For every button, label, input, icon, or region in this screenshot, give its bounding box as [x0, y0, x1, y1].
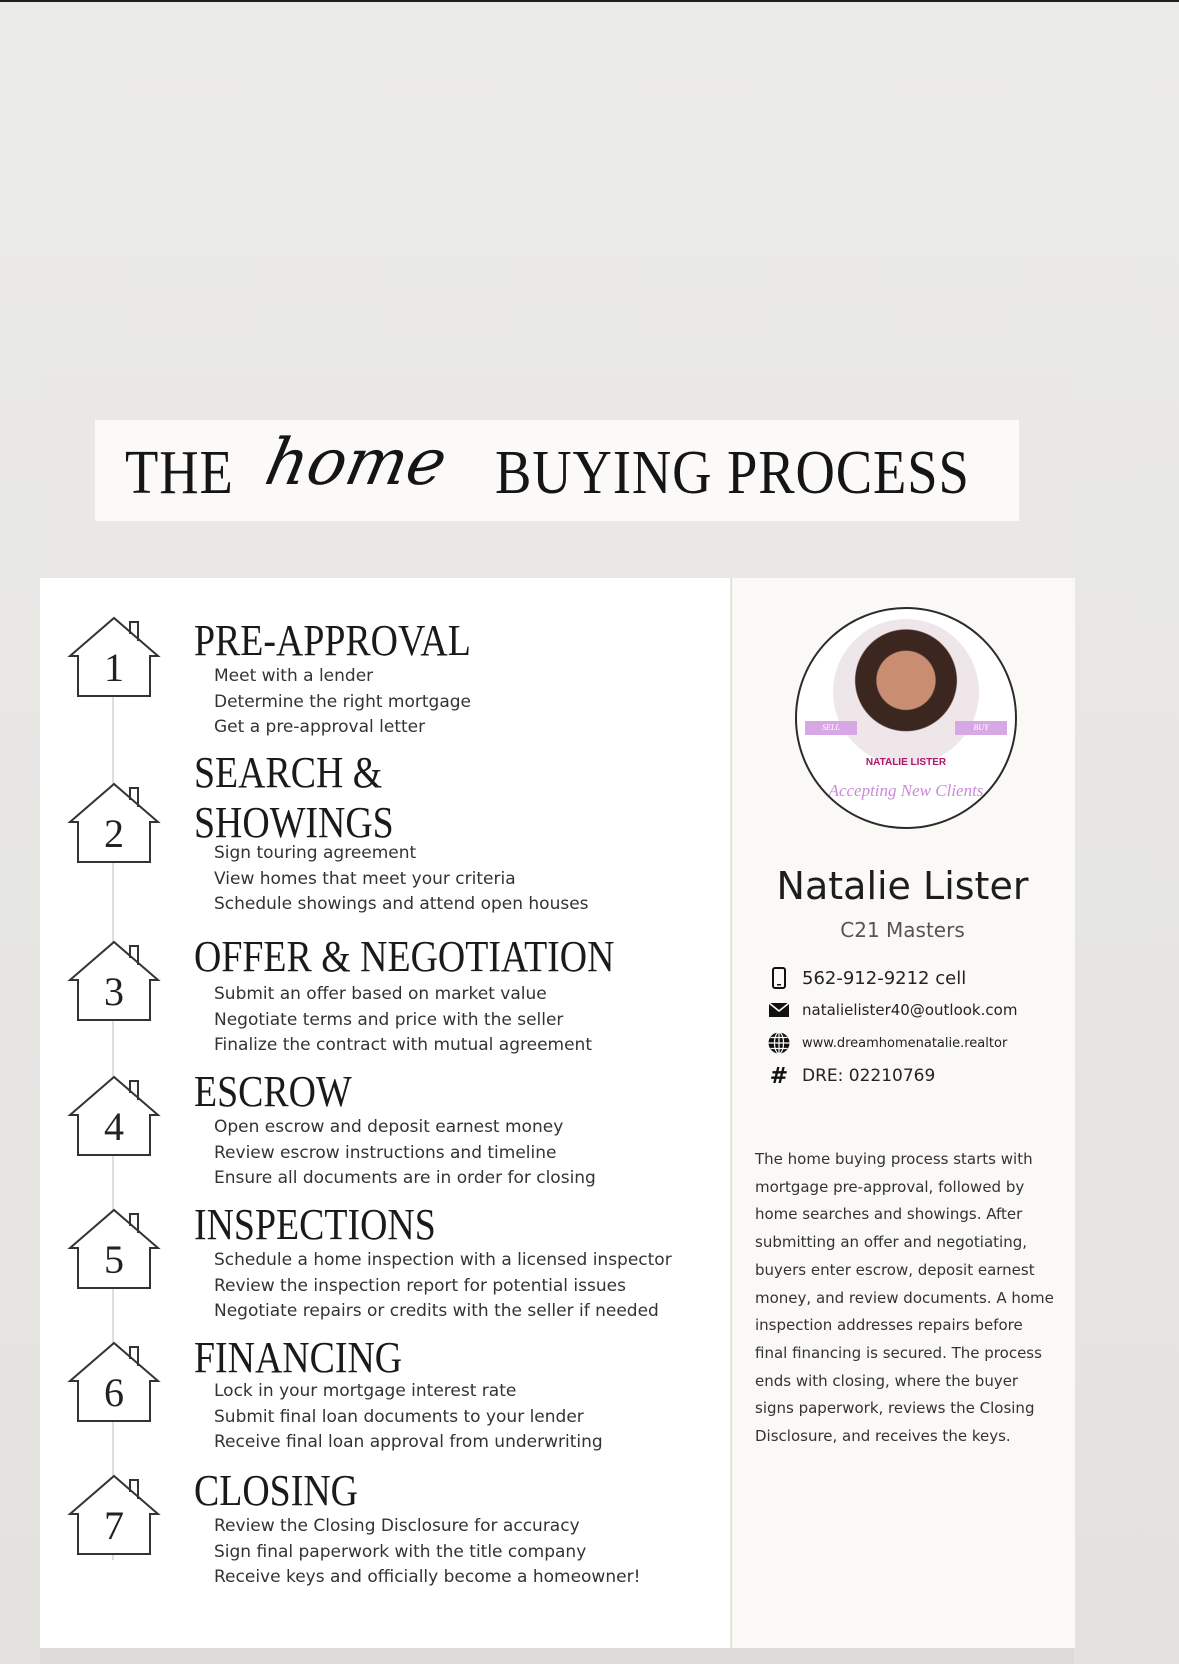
step-items — [214, 664, 471, 741]
list-item: Sign touring agreement — [214, 843, 417, 863]
house-icon — [66, 1472, 162, 1556]
list-item: Review escrow instructions and timeline — [214, 1142, 557, 1163]
title-buying-process: BUYING PROCESS — [495, 439, 970, 507]
list-item: Schedule showings and attend open houses — [214, 894, 589, 914]
step-title: FINANCING — [194, 1333, 403, 1382]
title-home-script: home — [259, 426, 454, 500]
list-item: Review the Closing Disclosure for accuracy — [214, 1516, 580, 1536]
step-title-line2: SHOWINGS — [194, 798, 394, 847]
step-title-line1: SEARCH & — [194, 748, 383, 797]
step-items — [214, 1514, 640, 1591]
envelope-icon — [766, 998, 792, 1022]
list-item: Schedule a home inspection with a licensed inspector — [214, 1250, 672, 1270]
top-border — [0, 0, 1179, 2]
step-items — [214, 1115, 596, 1192]
hash-icon: # — [769, 1063, 789, 1089]
step-number: 3 — [104, 969, 124, 1014]
house-icon — [66, 614, 162, 698]
email-text: natalielister40@outlook.com — [802, 1001, 1018, 1019]
step-number: 7 — [104, 1503, 124, 1548]
list-item: Submit an offer based on market value — [214, 984, 547, 1004]
step-items — [214, 1379, 603, 1456]
agent-name: Natalie Lister — [776, 864, 1029, 908]
list-item: Receive keys and officially become a homeowner! — [214, 1567, 641, 1587]
list-item: View homes that meet your criteria — [214, 868, 516, 889]
step-number: 4 — [104, 1104, 124, 1149]
bottom-strip — [40, 1648, 1074, 1664]
list-item: Submit final loan documents to your lender — [214, 1406, 584, 1427]
logo-tagline: Accepting New Clients — [828, 781, 984, 800]
list-item: Determine the right mortgage — [214, 691, 472, 712]
house-icon — [66, 1073, 162, 1157]
step-items — [214, 1248, 672, 1325]
website-row[interactable] — [766, 1031, 1007, 1055]
house-icon — [66, 780, 162, 864]
sell-badge: SELL — [805, 721, 857, 735]
step-title: CLOSING — [194, 1466, 358, 1515]
buy-badge: BUY — [955, 721, 1007, 735]
list-item: Meet with a lender — [214, 666, 374, 686]
phone-icon — [766, 966, 792, 990]
house-icon — [66, 1206, 162, 1290]
email-row[interactable] — [766, 998, 1017, 1022]
website-text: www.dreamhomenatalie.realtor — [802, 1035, 1008, 1051]
title-the: THE — [125, 439, 234, 507]
step-items — [214, 841, 589, 918]
list-item: Review the inspection report for potential issues — [214, 1275, 626, 1296]
agent-company: C21 Masters — [840, 918, 965, 942]
list-item: Receive final loan approval from underwriting — [214, 1432, 603, 1452]
page-title — [95, 420, 1019, 521]
step-number: 5 — [104, 1237, 124, 1282]
step-title: INSPECTIONS — [194, 1200, 436, 1249]
list-item: Sign final paperwork with the title company — [214, 1541, 587, 1562]
phone-text: 562-912-9212 cell — [802, 967, 967, 989]
step-title: PRE-APPROVAL — [194, 616, 471, 665]
list-item: Ensure all documents are in order for closing — [214, 1168, 596, 1188]
list-item: Get a pre-approval letter — [214, 717, 426, 737]
house-icon — [66, 938, 162, 1022]
step-number: 1 — [104, 645, 124, 690]
logo-name: NATALIE LISTER — [865, 757, 947, 768]
list-item: Open escrow and deposit earnest money — [214, 1117, 564, 1137]
list-item: Lock in your mortgage interest rate — [214, 1381, 517, 1401]
avatar — [795, 607, 1017, 829]
list-item: Negotiate terms and price with the seller — [214, 1009, 564, 1030]
step-number: 6 — [104, 1370, 124, 1415]
step-title: ESCROW — [194, 1067, 352, 1116]
house-icon — [66, 1339, 162, 1423]
list-item: Negotiate repairs or credits with the seller if needed — [214, 1301, 659, 1321]
step-items — [214, 982, 592, 1059]
dre-text: DRE: 02210769 — [802, 1066, 936, 1086]
process-summary: The home buying process starts with mortgage pre-approval, followed by home searches and showings. After submitting an offer and negotiating, buyers enter escrow, deposit earnest money, and review documents. A home inspection addresses repairs before final financing is secured. The process ends with closing, where the buyer signs paperwork, reviews the Closing Disclosure, and receives the keys. — [755, 1150, 1054, 1446]
globe-icon — [766, 1031, 792, 1055]
agent-photo — [833, 619, 979, 765]
step-title: OFFER & NEGOTIATION — [194, 932, 615, 981]
phone-row[interactable] — [766, 966, 966, 990]
list-item: Finalize the contract with mutual agreement — [214, 1035, 592, 1055]
step-number: 2 — [104, 811, 124, 856]
dre-row — [766, 1064, 935, 1088]
